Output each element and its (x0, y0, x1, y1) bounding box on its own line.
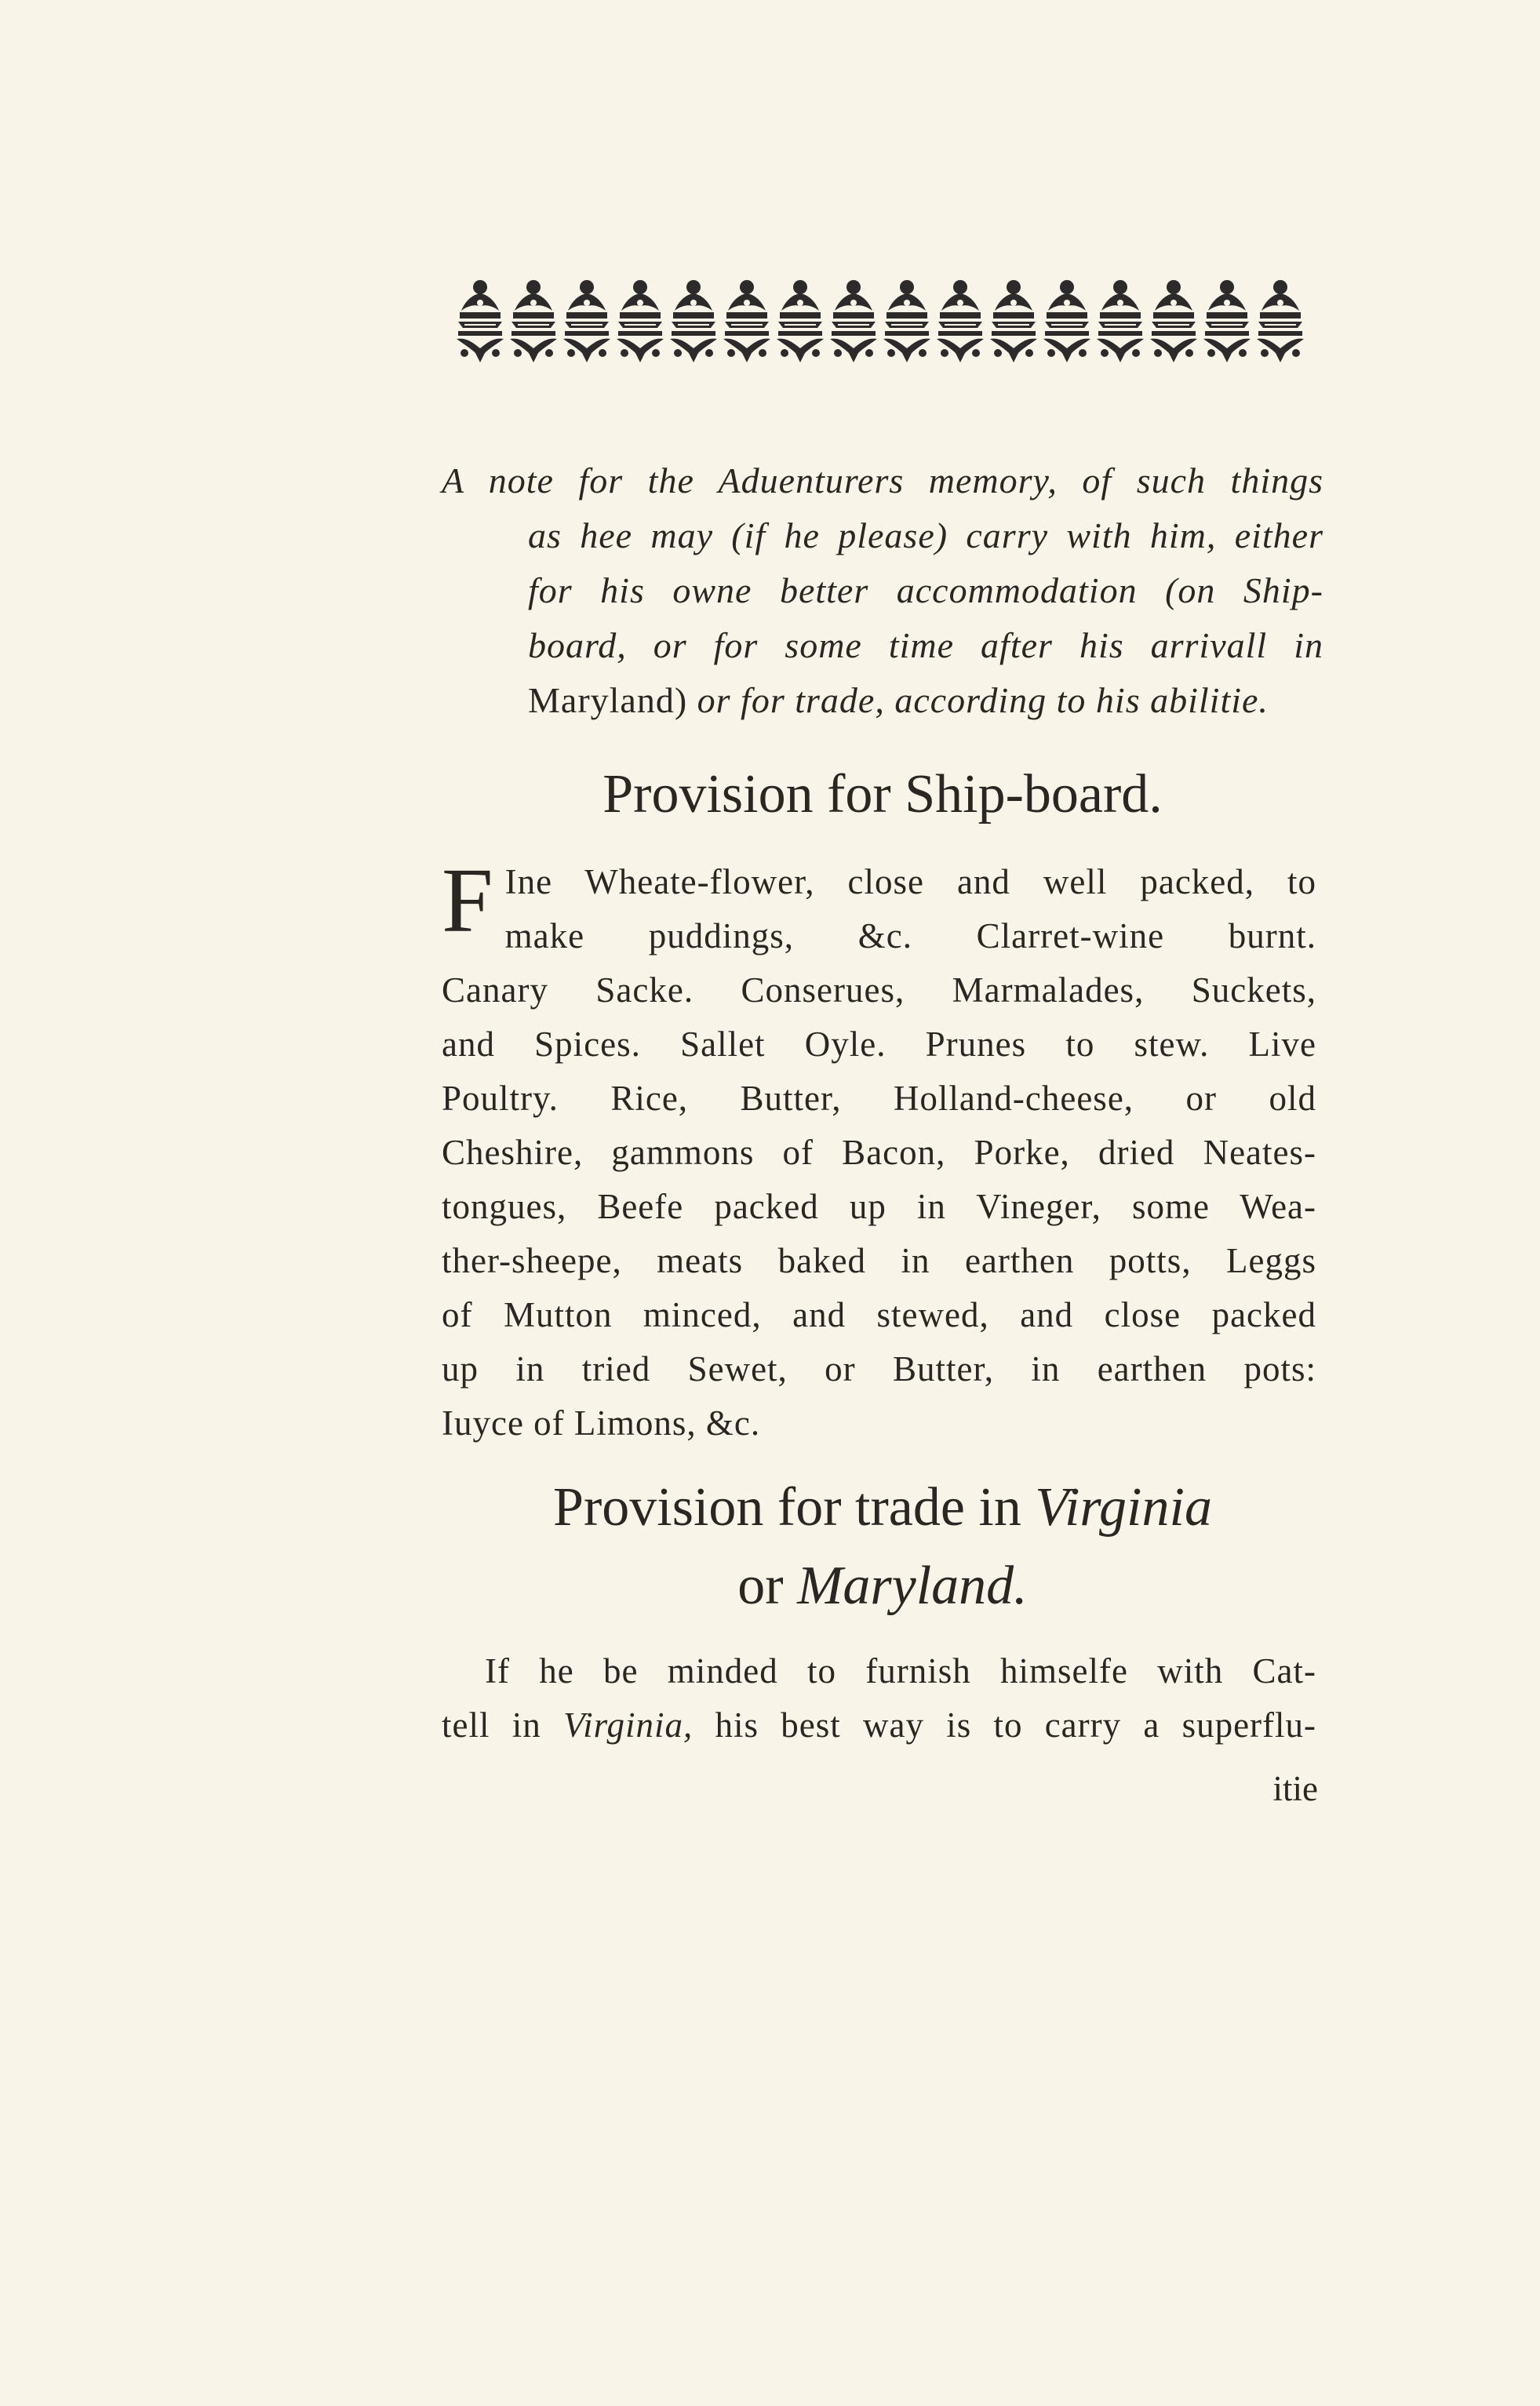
drop-cap: F (442, 849, 494, 952)
text-line: make puddings, &c. Clarret-wine burnt. (504, 916, 1316, 955)
text-line (442, 1698, 1316, 1753)
note-line (442, 673, 1323, 728)
heading-provision-ship-board: Provision for Ship-board. (603, 764, 1163, 824)
note-line: board, or for some time after his arrivall in (528, 625, 1323, 665)
place-virginia: Virginia, (562, 1705, 694, 1745)
text-line: Iuyce of Limons, &c. (442, 1403, 761, 1443)
text-segment: tell in (442, 1705, 541, 1745)
text-line: Cheshire, gammons of Bacon, Porke, dried Neates- (442, 1133, 1316, 1172)
heading-line (442, 1469, 1323, 1547)
heading-text: or (737, 1556, 784, 1616)
text-line: and Spices. Sallet Oyle. Prunes to stew. Live (442, 1025, 1316, 1064)
fleuron-ornament-icon (453, 276, 1315, 370)
adventurers-note (442, 453, 1323, 728)
note-line-end: or for trade, according to his abilitie. (697, 680, 1269, 720)
heading-text: Provision for trade in (553, 1477, 1021, 1538)
note-line: as hee may (if he please) carry with him, either (528, 515, 1323, 555)
heading-place-maryland: Maryland. (797, 1556, 1028, 1616)
note-line: A note for the Aduenturers memory, of such things (442, 460, 1323, 500)
text-line: Poultry. Rice, Butter, Holland-cheese, or old (442, 1079, 1316, 1118)
note-line: for his owne better accommodation (on Ship- (528, 570, 1323, 610)
fleuron-ornament-band (453, 276, 1315, 370)
heading-provision-trade (442, 1469, 1323, 1625)
text-line: If he be minded to furnish himselfe with Cat- (485, 1651, 1316, 1691)
note-place-name: Maryland) (528, 680, 688, 720)
provision-trade-text (442, 1644, 1316, 1753)
text-line: of Mutton minced, and stewed, and close packed (442, 1295, 1316, 1334)
provision-ship-board-text (442, 849, 1316, 1451)
heading-line (442, 1547, 1323, 1625)
catchword: itie (1272, 1769, 1318, 1808)
text-line: tongues, Beefe packed up in Vineger, some Wea- (442, 1187, 1316, 1226)
text-line: ther-sheepe, meats baked in earthen potts, Leggs (442, 1241, 1316, 1280)
heading-place-virginia: Virginia (1035, 1477, 1212, 1538)
text-line: Canary Sacke. Conserues, Marmalades, Suckets, (442, 970, 1316, 1010)
text-line: up in tried Sewet, or Butter, in earthen pots: (442, 1349, 1316, 1389)
text-line: Ine Wheate-flower, close and well packed, to (504, 862, 1316, 901)
text-segment: his best way is to carry a superflu- (715, 1705, 1317, 1745)
